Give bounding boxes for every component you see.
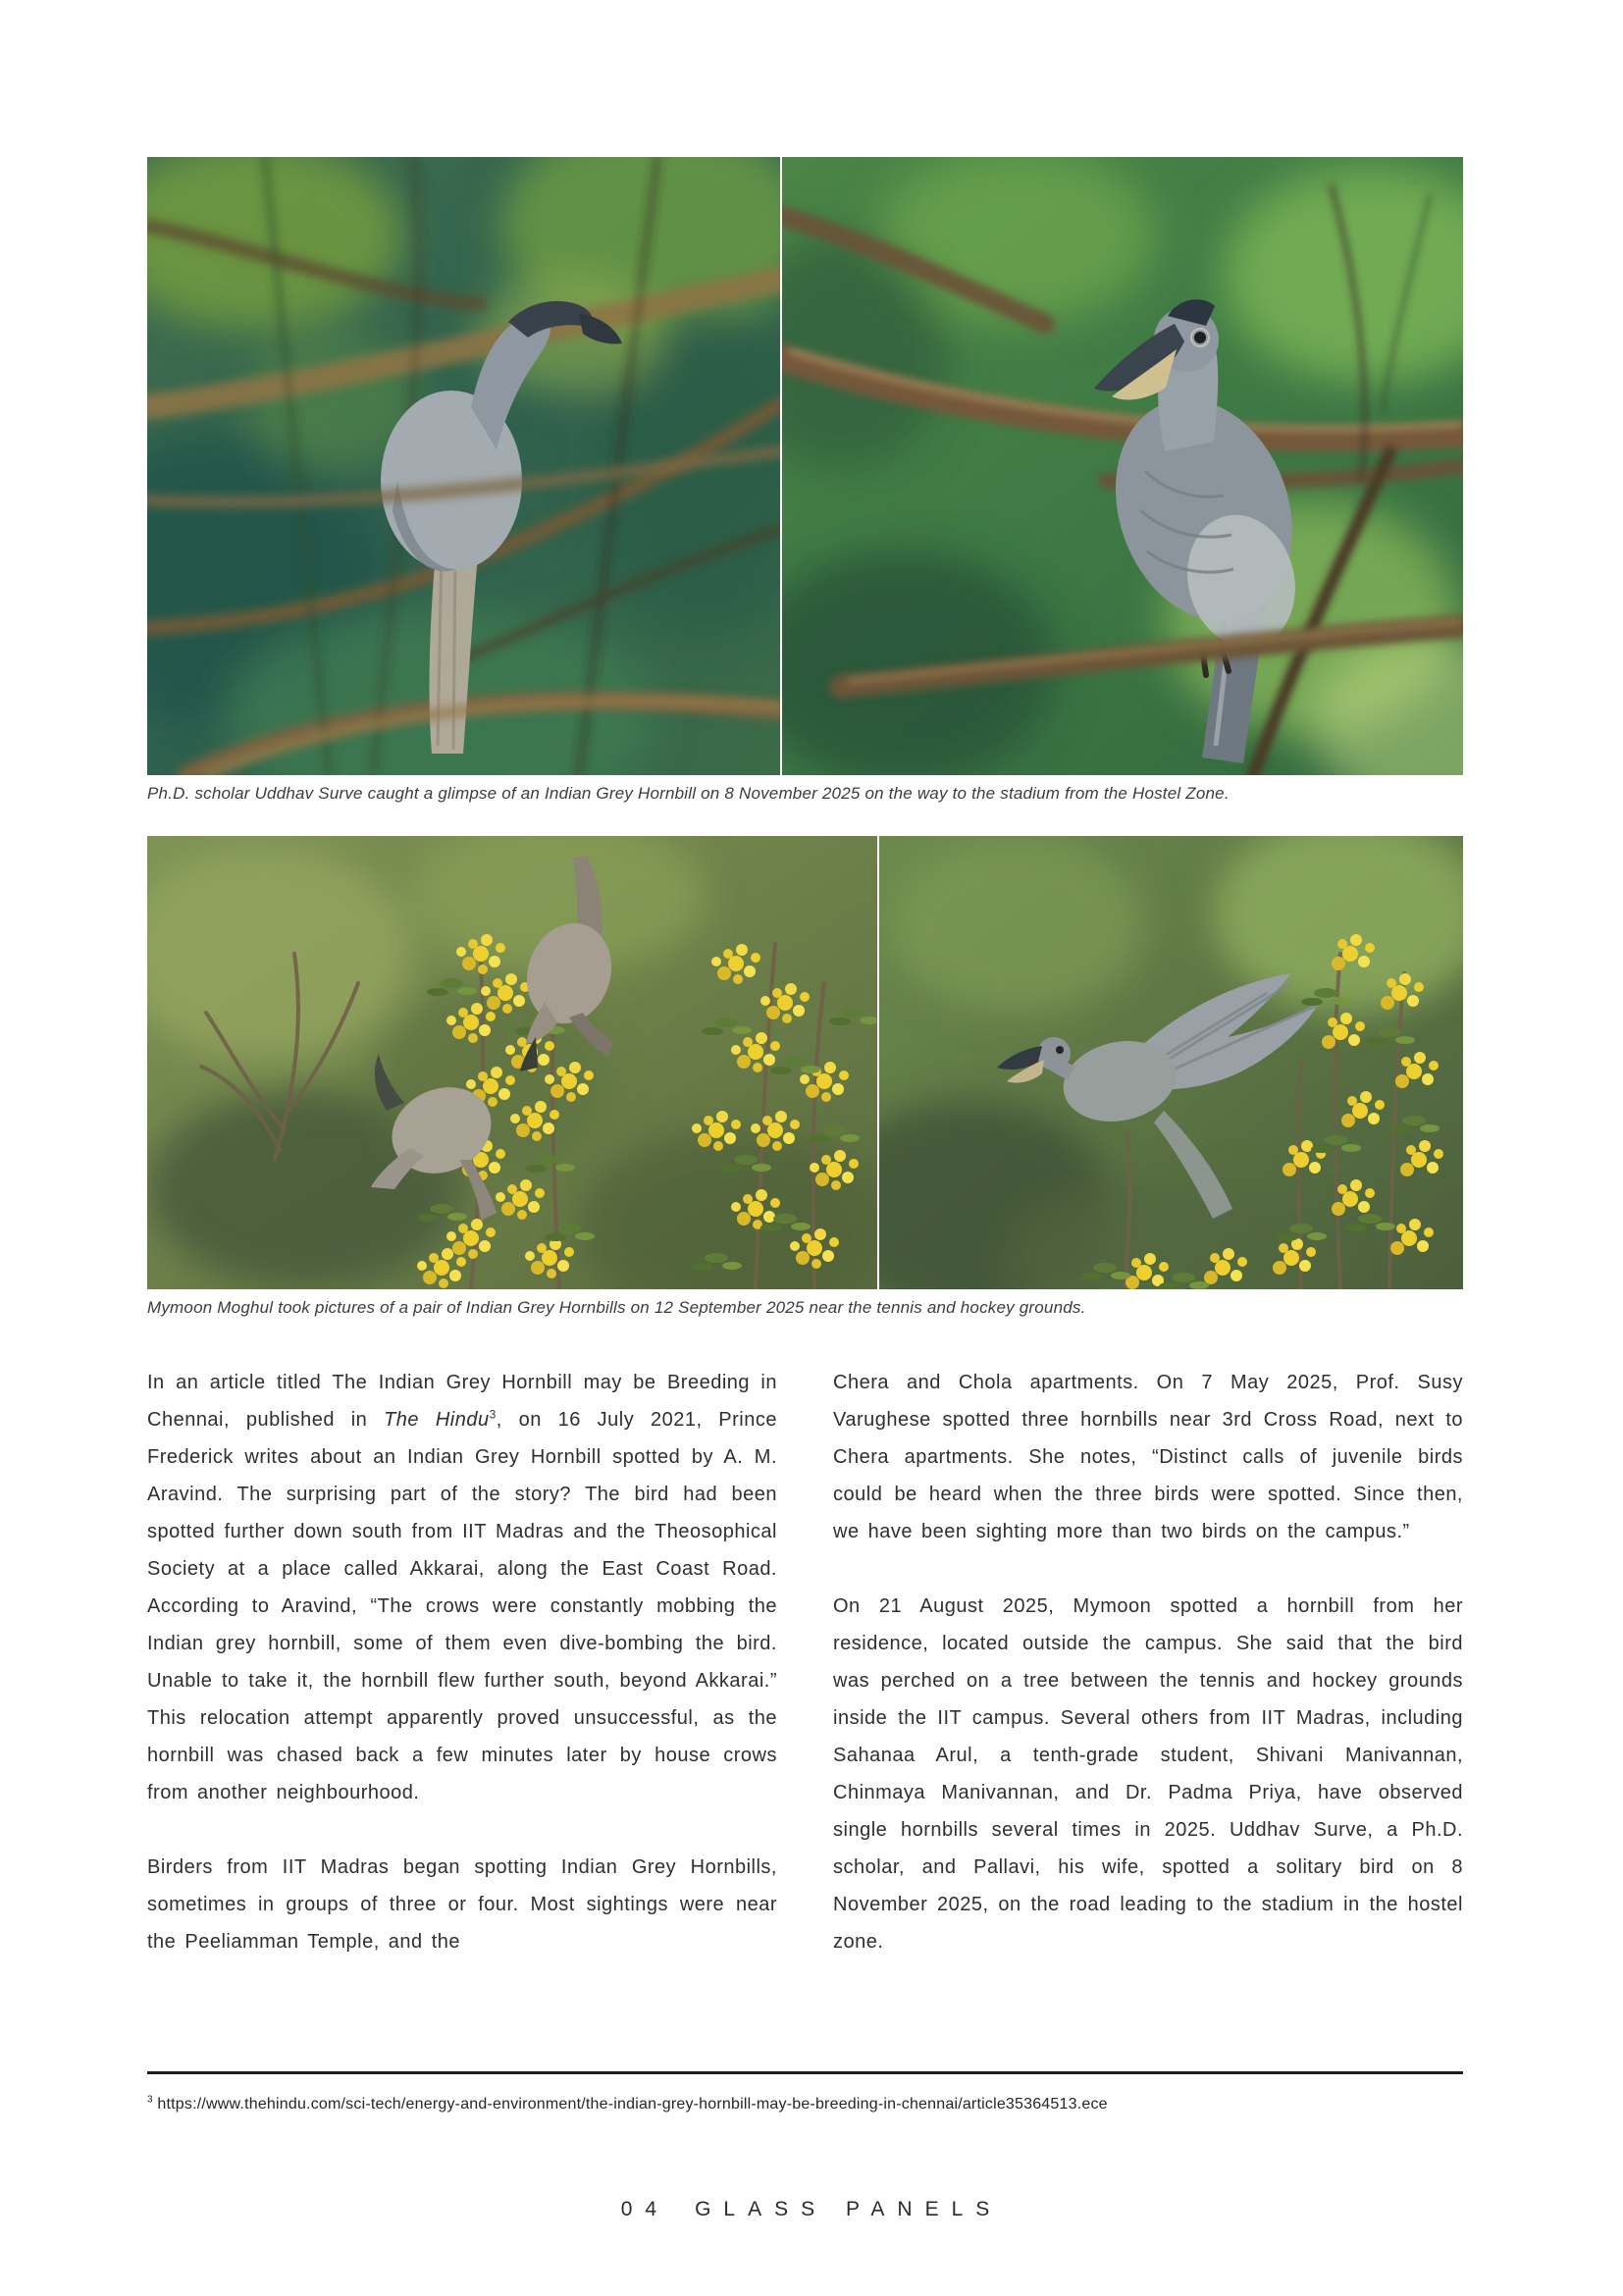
- figure1-caption: Ph.D. scholar Uddhav Surve caught a glimpse of an Indian Grey Hornbill on 8 November 2025 on the way to the stadium from the Hostel Zone.: [147, 784, 1230, 803]
- photo-hornbill-landing-in-flowers: [879, 836, 1463, 1289]
- article-right-column: [833, 1364, 1463, 1960]
- figure2-caption: Mymoon Moghul took pictures of a pair of Indian Grey Hornbills on 12 September 2025 near the tennis and hockey grounds.: [147, 1298, 1086, 1317]
- photo-hornbill-perched-on-branch: [782, 157, 1463, 775]
- footnote-marker: 3: [147, 2094, 153, 2106]
- footnote-url[interactable]: https://www.thehindu.com/sci-tech/energy-and-environment/the-indian-grey-hornbill-may-be-breeding-in-chennai/article35364513.ece: [157, 2096, 1108, 2113]
- paragraph-birders-sightings: Birders from IIT Madras began spotting Indian Grey Hornbills, sometimes in groups of three or four. Most sightings were near the Peeliamman Temple, and the: [147, 1856, 777, 1953]
- article-left-column: [147, 1364, 777, 1960]
- section-title: GLASS PANELS: [695, 2198, 1003, 2220]
- photo-hornbill-obscured-by-branches: [147, 157, 780, 775]
- para1-continued: , on 16 July 2021, Prince Frederick writes about an Indian Grey Hornbill spotted by A. M. Aravind. The surprising part of the story? The bird had been spotted further down south from IIT Madras and the Theosophical Society at a place called Akkarai, along the East Coast Road. According to Aravind, “The crows were constantly mobbing the Indian grey hornbill, some of them even dive-bombing the bird. Unable to take it, the hornbill flew further south, beyond Akkarai.” This relocation attempt apparently proved unsuccessful, as the hornbill was chased back a few minutes later by house crows from another neighbourhood.: [147, 1409, 777, 1803]
- page-footer: [0, 2198, 1623, 2221]
- photo-hornbill-pair-in-yellow-flowers: [147, 836, 877, 1289]
- photo-row-bottom: [147, 836, 1463, 1289]
- figure-hornbill-september: [147, 836, 1463, 1318]
- article-body: [147, 1364, 1463, 1960]
- figure-hornbill-november: [147, 157, 1463, 804]
- paragraph-august-sighting: On 21 August 2025, Mymoon spotted a hornbill from her residence, located outside the campus. She said that the bird was perched on a tree between the tennis and hockey grounds inside the IIT campus. Several others from IIT Madras, including Sahanaa Arul, a tenth-grade student, Shivani Manivannan, Chinmaya Manivannan, and Dr. Padma Priya, have observed single hornbills several times in 2025. Uddhav Surve, a Ph.D. scholar, and Pallavi, his wife, spotted a solitary bird on 8 November 2025, on the road leading to the stadium in the hostel zone.: [833, 1595, 1463, 1953]
- publication-name: The Hindu: [384, 1409, 490, 1431]
- footnote-divider: [147, 2071, 1463, 2074]
- footnote-reference: 3: [489, 1407, 497, 1422]
- photo-row-top: [147, 157, 1463, 775]
- paragraph-hindu-article: [147, 1364, 777, 1811]
- para1-text: In an article titled The Indian Grey Hornbill may be Breeding in Chennai, published in: [147, 1372, 777, 1431]
- page-number: 04: [620, 2198, 670, 2220]
- paragraph-chera-chola: Chera and Chola apartments. On 7 May 2025, Prof. Susy Varughese spotted three hornbills near 3rd Cross Road, next to Chera apartments. She notes, “Distinct calls of juvenile birds could be heard when the three birds were spotted. Since then, we have been sighting more than two birds on the campus.”: [833, 1372, 1463, 1542]
- footnote: [147, 2096, 1463, 2113]
